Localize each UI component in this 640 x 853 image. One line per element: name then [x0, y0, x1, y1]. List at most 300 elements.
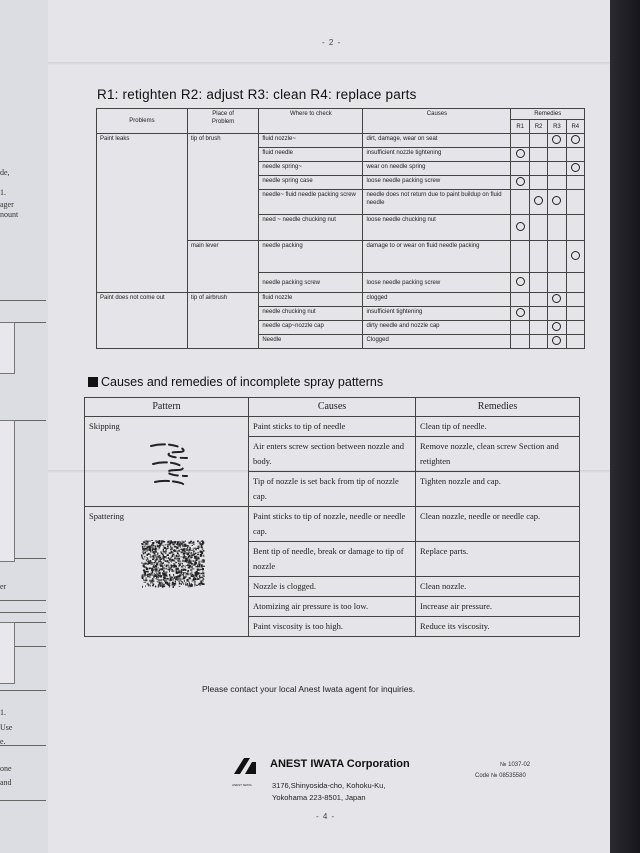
pattern-name: Spattering: [89, 511, 124, 521]
spatter-dot: [183, 554, 184, 555]
spatter-dot: [169, 542, 171, 544]
spatter-dot: [152, 571, 153, 573]
spatter-dot: [192, 545, 193, 546]
spatter-dot: [202, 566, 203, 567]
spatter-dot: [165, 544, 167, 545]
header-pattern: Pattern: [85, 398, 249, 417]
spatter-dot: [159, 570, 161, 571]
spatter-dot: [144, 548, 146, 550]
spatter-dot: [142, 552, 143, 553]
spatter-dot: [170, 544, 171, 546]
spatter-dot: [144, 575, 145, 576]
spatter-dot: [174, 546, 176, 548]
spatter-dot: [163, 549, 164, 551]
spatter-dot: [177, 559, 178, 561]
spatter-dot: [147, 549, 149, 551]
spatter-dot: [151, 570, 153, 572]
spatter-dot: [179, 570, 181, 571]
remedy-mark-cell: [548, 321, 566, 335]
spatter-dot: [157, 579, 159, 581]
spatter-dot: [161, 568, 163, 570]
spatter-dot: [191, 573, 192, 575]
spatter-dot: [160, 559, 161, 561]
remedy-mark-cell: [548, 215, 566, 241]
spatter-dot: [141, 543, 143, 544]
spatter-dot: [144, 573, 145, 574]
spatter-dot: [164, 564, 165, 566]
remedy-mark-cell: [548, 134, 566, 148]
remedy-mark-cell: [511, 307, 529, 321]
spatter-dot: [159, 545, 161, 546]
adjacent-page-text: er: [0, 582, 7, 591]
spatter-dot: [197, 578, 199, 580]
problem-paint-leaks: Paint leaks: [97, 134, 188, 293]
spatter-dot: [171, 551, 172, 553]
adjacent-page-text: Use: [0, 723, 13, 732]
spatter-dot: [185, 558, 187, 559]
header-remedies: Remedies: [416, 398, 580, 417]
spatter-dot: [154, 553, 156, 554]
spatter-dot: [183, 572, 184, 574]
spatter-dot: [163, 562, 164, 564]
remedy-circle-icon: [516, 177, 525, 186]
spatter-dot: [189, 577, 191, 579]
spatter-dot: [169, 560, 171, 561]
spatter-dot: [183, 575, 184, 576]
spatter-dot: [144, 546, 146, 548]
spatter-dot: [167, 569, 168, 571]
remedy-cell: Clean tip of needle.: [416, 417, 580, 437]
remedy-circle-icon: [516, 308, 525, 317]
spatter-dot: [162, 553, 164, 555]
spatter-dot: [172, 570, 173, 572]
adjacent-page-rule: [0, 600, 46, 601]
spatter-dot: [168, 567, 170, 568]
spatter-dot: [146, 543, 147, 544]
spatter-dot: [168, 562, 169, 564]
spatter-dot: [142, 574, 144, 575]
spatter-dot: [176, 579, 178, 580]
spatter-dot: [185, 576, 186, 577]
spatter-dot: [202, 568, 204, 570]
spatter-dot: [197, 558, 199, 560]
spatter-dot: [181, 543, 183, 545]
spatter-dot: [197, 557, 198, 558]
spatter-dot: [149, 541, 151, 542]
spatter-dot: [144, 563, 145, 564]
spatter-dot: [172, 554, 174, 555]
spatter-dot: [179, 550, 180, 552]
spatter-dot: [196, 575, 197, 577]
spatter-dot: [178, 571, 180, 573]
remedy-cell: Replace parts.: [416, 542, 580, 577]
remedy-mark-cell: [548, 176, 566, 190]
spatter-dot: [192, 576, 194, 577]
spatter-dot: [178, 559, 179, 560]
remedy-mark-cell: [511, 190, 529, 215]
remedy-circle-icon: [571, 163, 580, 172]
remedy-mark-cell: [548, 190, 566, 215]
spatter-dot: [152, 548, 154, 550]
where-cell: Needle: [259, 335, 363, 349]
spatter-dot: [168, 548, 169, 549]
remedy-circle-icon: [571, 251, 580, 260]
spatter-dot: [185, 583, 187, 584]
spatter-dot: [200, 543, 202, 545]
table-header-row: [97, 109, 585, 120]
spatter-dot: [201, 560, 203, 562]
adjacent-page-box: [0, 322, 15, 374]
spatter-dot: [193, 552, 194, 553]
spatter-dot: [158, 567, 159, 568]
spatter-dot: [174, 556, 175, 557]
spatter-dot: [202, 574, 204, 576]
spatter-dot: [194, 578, 196, 580]
spatter-dot: [185, 567, 186, 568]
spatter-dot: [143, 548, 145, 549]
spatter-dot: [178, 576, 180, 577]
cause-cell: dirty needle and nozzle cap: [363, 321, 511, 335]
spatter-dot: [187, 550, 189, 552]
spatter-dot: [202, 548, 204, 550]
spatter-dot: [151, 547, 152, 548]
spatter-dot: [171, 557, 172, 558]
spatter-dot: [157, 553, 158, 555]
cause-cell: dirt, damage, wear on seat: [363, 134, 511, 148]
logo-subtext: ANEST IWATA: [232, 783, 252, 787]
header-where: Where to check: [259, 109, 363, 134]
remedy-mark-cell: [529, 215, 547, 241]
spatter-dot: [187, 579, 189, 581]
spatter-dot: [190, 569, 192, 571]
page-shadow: [610, 0, 640, 853]
remedy-mark-cell: [529, 321, 547, 335]
spatter-dot: [174, 543, 175, 545]
spatter-dot: [163, 584, 165, 585]
remedy-mark-cell: [511, 176, 529, 190]
remedy-mark-cell: [548, 293, 566, 307]
spatter-dot: [181, 570, 182, 572]
spatter-dot: [162, 558, 164, 559]
spatter-dot: [166, 558, 167, 559]
remedy-mark-cell: [529, 335, 547, 349]
spatter-dot: [185, 566, 186, 567]
spatter-dot: [150, 575, 151, 576]
spatter-dot: [202, 580, 204, 582]
header-r4: R4: [566, 120, 584, 134]
spatter-dot: [168, 546, 169, 548]
spatter-dot: [181, 566, 182, 568]
spatter-dot: [173, 583, 174, 585]
spatter-dot: [160, 563, 161, 564]
spatter-dot: [183, 577, 184, 578]
remedy-mark-cell: [566, 176, 584, 190]
remedy-mark-cell: [566, 321, 584, 335]
spatter-dot: [168, 557, 169, 559]
spatter-dot: [185, 541, 186, 542]
spatter-dot: [155, 586, 156, 588]
remedy-mark-cell: [566, 293, 584, 307]
spatter-dot: [153, 545, 155, 546]
spatter-dot: [155, 567, 157, 569]
spatter-dot: [170, 578, 172, 580]
pattern-spattering-cell: [85, 507, 249, 637]
remedy-mark-cell: [511, 134, 529, 148]
spatter-dot: [179, 579, 181, 580]
spatter-dot: [143, 570, 145, 572]
spatter-dot: [158, 574, 160, 576]
spatter-dot: [196, 563, 197, 565]
remedy-mark-cell: [548, 162, 566, 176]
remedy-circle-icon: [534, 196, 543, 205]
spatter-dot: [190, 547, 192, 548]
spatter-dot: [199, 547, 200, 548]
spatter-dot: [180, 551, 182, 552]
remedy-mark-cell: [511, 335, 529, 349]
spatter-dot: [152, 582, 153, 584]
spatter-dot: [172, 543, 173, 544]
spatter-dot: [191, 557, 193, 558]
spatter-dot: [199, 576, 200, 577]
spatter-dot: [186, 573, 188, 574]
spatter-dot: [153, 542, 154, 543]
spatter-dot: [151, 564, 153, 565]
spatter-dot: [185, 551, 186, 552]
spatter-dot: [196, 556, 197, 558]
bottom-page-number: - 4 -: [316, 812, 336, 821]
remedy-mark-cell: [566, 190, 584, 215]
spatter-dot: [159, 555, 161, 556]
remedy-circle-icon: [571, 135, 580, 144]
spatter-dot: [153, 564, 154, 565]
spatter-dot: [155, 557, 157, 559]
spatter-dot: [149, 548, 151, 550]
cause-cell: Paint viscosity is too high.: [249, 617, 416, 637]
remedy-mark-cell: [529, 293, 547, 307]
spatter-dot: [167, 583, 169, 585]
spatter-dot: [172, 570, 174, 572]
spatter-dot: [145, 544, 146, 546]
spatter-dot: [185, 560, 187, 561]
spatter-dot: [197, 572, 199, 574]
spatter-dot: [181, 573, 183, 574]
remedy-mark-cell: [566, 162, 584, 176]
spatter-dot: [156, 577, 157, 578]
cause-cell: Nozzle is clogged.: [249, 577, 416, 597]
spatter-dot: [186, 565, 187, 566]
spatter-dot: [153, 576, 154, 578]
spatter-dot: [155, 561, 156, 563]
spatter-dot: [176, 562, 177, 563]
remedy-mark-cell: [566, 148, 584, 162]
spatter-dot: [141, 576, 143, 577]
spatter-dot: [166, 568, 167, 570]
spatter-dot: [202, 572, 204, 573]
spatter-dot: [176, 555, 177, 557]
spatter-dot: [183, 583, 184, 585]
remedy-circle-icon: [552, 294, 561, 303]
spatter-dot: [165, 560, 166, 562]
spatter-dot: [148, 553, 149, 554]
spatter-dot: [168, 565, 169, 567]
spatter-dot: [166, 565, 168, 567]
spatter-dot: [164, 547, 166, 548]
spatter-dot: [192, 581, 193, 582]
spatter-dot: [197, 577, 198, 579]
spatter-dot: [196, 585, 198, 586]
spatter-dot: [179, 581, 180, 582]
spatter-dot: [183, 578, 185, 579]
spatter-dot: [182, 560, 184, 562]
spatter-dot: [151, 540, 153, 541]
spatter-dot: [192, 569, 194, 570]
spatter-dot: [178, 560, 179, 562]
spatter-dot: [157, 556, 159, 557]
spatter-dot: [202, 570, 203, 572]
spatter-dot: [171, 561, 172, 563]
spatter-dot: [198, 552, 199, 554]
spatter-dot: [153, 581, 155, 582]
spatter-dot: [202, 541, 203, 543]
spatter-dot: [187, 557, 189, 558]
remedy-mark-cell: [529, 190, 547, 215]
spatter-dot: [182, 565, 184, 566]
spatter-dot: [179, 563, 181, 565]
spatter-dot: [151, 562, 153, 563]
spatter-dot: [161, 575, 162, 576]
spatter-dot: [171, 584, 172, 586]
spatter-dot: [145, 550, 146, 552]
spatter-dot: [145, 552, 147, 554]
cause-cell: insufficient tightening: [363, 307, 511, 321]
spatter-dot: [197, 554, 199, 555]
cause-cell: wear on needle spring: [363, 162, 511, 176]
spatter-dot: [159, 558, 161, 560]
spatter-dot: [180, 561, 181, 562]
spatter-dot: [184, 580, 185, 582]
spatter-dot: [195, 558, 197, 559]
adjacent-page-text: and: [0, 778, 12, 787]
spatter-dot: [158, 571, 160, 572]
spatter-dot: [155, 548, 157, 550]
page-fold: [48, 62, 610, 66]
spatter-dot: [166, 576, 168, 577]
spatter-dot: [143, 553, 145, 555]
spatter-dot: [185, 556, 187, 557]
spatter-dot: [161, 583, 163, 585]
remedy-mark-cell: [548, 335, 566, 349]
spatter-dot: [180, 546, 181, 548]
spatter-dot: [169, 552, 171, 554]
header-remedies: Remedies: [511, 109, 585, 120]
remedy-cell: Clean nozzle.: [416, 577, 580, 597]
remedy-mark-cell: [566, 335, 584, 349]
spatter-dot: [152, 574, 154, 576]
spatter-dot: [195, 566, 197, 567]
remedy-mark-cell: [548, 273, 566, 293]
remedy-mark-cell: [511, 241, 529, 273]
spatter-dot: [147, 551, 148, 552]
anest-iwata-logo-icon: [232, 758, 266, 780]
spatter-dot: [177, 541, 179, 543]
spatter-dot: [147, 564, 149, 565]
spatter-dot: [159, 561, 161, 562]
cause-cell: Paint sticks to tip of nozzle, needle or needle cap.: [249, 507, 416, 542]
spatter-dot: [157, 562, 159, 563]
spatter-dot: [159, 556, 160, 557]
spatter-dot: [150, 573, 151, 574]
spatter-dot: [174, 583, 176, 585]
spatter-dot: [190, 585, 192, 587]
spatter-dot: [201, 545, 203, 547]
spatter-dot: [197, 569, 199, 571]
remedy-mark-cell: [529, 148, 547, 162]
remedy-mark-cell: [529, 307, 547, 321]
spatter-dot: [192, 550, 194, 551]
adjacent-page-rule: [0, 745, 46, 746]
anest-iwata-logo: [232, 758, 266, 787]
spatter-dot: [160, 585, 162, 587]
spatter-dot: [150, 563, 151, 564]
spatter-dot: [144, 582, 146, 583]
spatter-dot: [159, 579, 161, 581]
spatter-dot: [167, 554, 169, 556]
spatter-dot: [162, 563, 163, 564]
spatter-dot: [188, 581, 190, 582]
spatter-dot: [142, 586, 143, 588]
remedy-mark-cell: [511, 215, 529, 241]
remedy-mark-cell: [548, 307, 566, 321]
spatter-dot: [176, 547, 178, 549]
spatter-dot: [194, 583, 195, 585]
spatter-dot: [143, 559, 145, 560]
spatter-dot: [165, 550, 167, 551]
table-header-row: [85, 398, 580, 417]
spatter-dot: [176, 558, 177, 560]
cause-cell: Air enters screw section between nozzle and body.: [249, 437, 416, 472]
spatter-dot: [187, 583, 188, 585]
spatter-dot: [187, 572, 188, 573]
spatter-dot: [161, 561, 162, 563]
where-cell: needle cap~nozzle cap: [259, 321, 363, 335]
spatter-dot: [157, 546, 159, 548]
spatter-dot: [183, 569, 184, 571]
spatter-dot: [175, 579, 176, 580]
adjacent-page-text: e.: [0, 737, 6, 746]
where-cell: fluid needle: [259, 148, 363, 162]
spatter-dot: [169, 582, 170, 583]
spatter-dot: [161, 563, 162, 565]
spatter-dot: [184, 555, 185, 557]
spatter-dot: [195, 548, 197, 549]
spatter-dot: [173, 578, 174, 580]
spatter-dot: [171, 569, 172, 571]
cause-cell: damage to or wear on fluid needle packing: [363, 241, 511, 273]
place-main-lever: main lever: [187, 241, 258, 293]
spatter-dot: [181, 581, 183, 582]
spatter-dot: [161, 552, 162, 554]
spatter-dot: [195, 572, 197, 574]
spatter-dot: [152, 579, 154, 580]
spatter-dot: [188, 585, 190, 587]
spatter-dot: [168, 569, 170, 571]
spatter-dot: [164, 574, 166, 576]
header-causes: Causes: [249, 398, 416, 417]
spatter-dot: [194, 558, 195, 559]
spatter-dot: [162, 545, 164, 546]
spatter-dot: [142, 578, 144, 580]
spatter-dot: [167, 578, 169, 580]
